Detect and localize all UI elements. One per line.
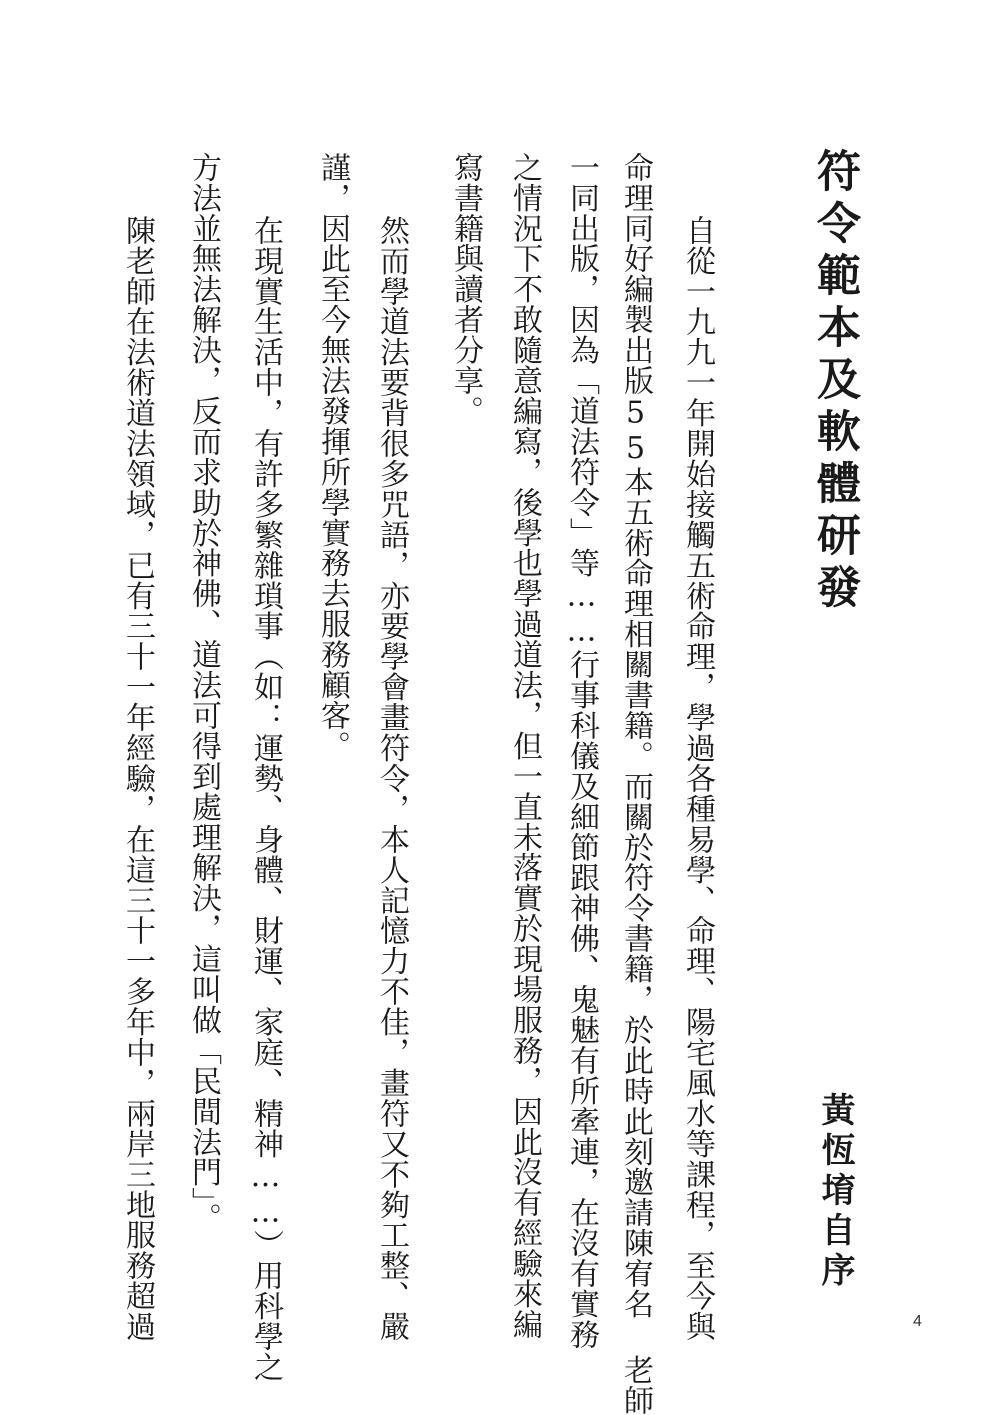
text-line-9: 方法並無法解決，反而求助於神佛、道法可得到處理解決，這叫做「民間法門」。 xyxy=(186,152,221,1234)
text-line-6: 然而學道法要背很多咒語，亦要學會畫符令，本人記憶力不佳，畫符又不夠工整、嚴 xyxy=(374,215,409,1342)
text-line-8: 在現實生活中，有許多繁雜瑣事（如：運勢、身體、財運、家庭、精神……）用科學之 xyxy=(248,215,283,1383)
text-line-7: 謹，因此至今無法發揮所學實務去服務顧客。 xyxy=(315,152,350,761)
page-title: 符令範本及軟體研發 xyxy=(809,148,860,616)
text-line-1: 自從一九九一年開始接觸五術命理，學過各種易學、命理、陽宅風水等課程，至今與 xyxy=(680,215,715,1342)
text-line-4: 之情況下不敢隨意編寫，後學也學過道法，但一直未落實於現場服務，因此沒有經驗來編 xyxy=(507,152,542,1340)
text-line-10: 陳老師在法術道法領域，已有三十一年經驗，在這三十一多年中，兩岸三地服務超過 xyxy=(120,215,155,1342)
text-line-2: 命理同好編製出版55本五術命理相關書籍。而關於符令書籍，於此時此刻邀請陳宥名 老師 xyxy=(618,152,653,1415)
text-line-3: 一同出版，因為「道法符令」等……行事科儀及細節跟神佛、鬼魅有所牽連，在沒有實務 xyxy=(564,152,599,1350)
author-byline: 黃恆堉自序 xyxy=(815,1092,855,1292)
text-line-5: 寫書籍與讀者分享。 xyxy=(448,152,483,427)
page-number: 4 xyxy=(913,1313,922,1330)
